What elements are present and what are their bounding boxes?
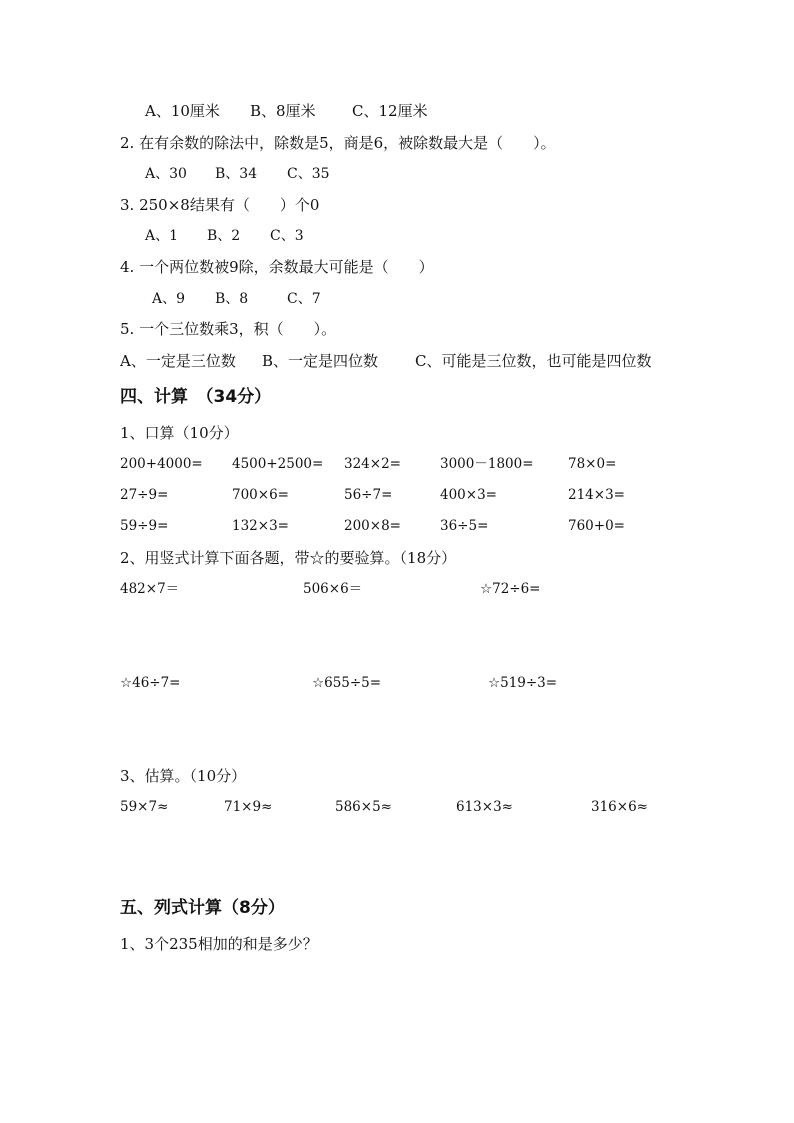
- q5-option-c: C、可能是三位数，也可能是四位数: [415, 352, 652, 370]
- q1-option-c: C、12厘米: [352, 102, 428, 120]
- vertical-item: ☆72÷6=: [480, 581, 541, 597]
- oral-item: 400×3=: [440, 487, 497, 503]
- vertical-item: 482×7＝: [120, 581, 180, 597]
- oral-calc-title: 1、口算（10分）: [120, 424, 239, 442]
- q5-option-b: B、一定是四位数: [262, 352, 379, 370]
- q3-option-a: A、1: [145, 228, 179, 244]
- vertical-item: ☆519÷3=: [488, 675, 558, 691]
- oral-item: 4500+2500=: [232, 456, 324, 472]
- oral-item: 3000－1800=: [440, 456, 534, 472]
- oral-item: 700×6=: [232, 487, 289, 503]
- section-5-heading: 五、列式计算（8分）: [120, 898, 285, 918]
- q4-option-b: B、8: [215, 291, 249, 307]
- q3-option-b: B、2: [207, 228, 241, 244]
- q2-option-a: A、30: [145, 166, 187, 182]
- oral-item: 200×8=: [344, 518, 401, 534]
- q4-option-c: C、7: [287, 291, 321, 307]
- vertical-item: ☆46÷7=: [120, 675, 181, 691]
- q3-option-c: C、3: [270, 228, 304, 244]
- estimate-item: 586×5≈: [335, 799, 392, 815]
- estimate-item: 71×9≈: [224, 799, 273, 815]
- section-5-question-1: 1、3个235相加的和是多少？: [120, 935, 318, 953]
- oral-item: 214×3=: [568, 487, 625, 503]
- q4-text: 4. 一个两位数被9除，余数最大可能是（ ）: [120, 258, 434, 276]
- oral-item: 27÷9=: [120, 487, 169, 503]
- q5-text: 5. 一个三位数乘3，积（ ）。: [120, 320, 337, 338]
- estimate-item: 59×7≈: [120, 799, 169, 815]
- q2-text: 2. 在有余数的除法中，除数是5，商是6，被除数最大是（ ）。: [120, 134, 556, 152]
- oral-item: 78×0=: [568, 456, 617, 472]
- q2-option-b: B、34: [215, 166, 258, 182]
- oral-item: 36÷5=: [440, 518, 489, 534]
- oral-item: 324×2=: [344, 456, 401, 472]
- estimate-item: 316×6≈: [591, 799, 648, 815]
- oral-item: 200+4000=: [120, 456, 203, 472]
- vertical-item: ☆655÷5=: [312, 675, 382, 691]
- q3-text: 3. 250×8结果有（ ）个0: [120, 196, 320, 214]
- estimate-item: 613×3≈: [456, 799, 513, 815]
- oral-item: 132×3=: [232, 518, 289, 534]
- q2-option-c: C、35: [287, 166, 330, 182]
- q1-option-b: B、8厘米: [250, 102, 316, 120]
- section-4-heading: 四、计算 （34分）: [120, 387, 272, 407]
- oral-item: 56÷7=: [344, 487, 393, 503]
- vertical-item: 506×6＝: [303, 581, 363, 597]
- estimate-title: 3、估算。（10分）: [120, 767, 247, 785]
- q1-option-a: A、10厘米: [145, 102, 220, 120]
- oral-item: 760+0=: [568, 518, 625, 534]
- q5-option-a: A、一定是三位数: [120, 352, 236, 370]
- vertical-calc-title: 2、用竖式计算下面各题，带☆的要验算。（18分）: [120, 549, 457, 567]
- q4-option-a: A、9: [152, 291, 186, 307]
- oral-item: 59÷9=: [120, 518, 169, 534]
